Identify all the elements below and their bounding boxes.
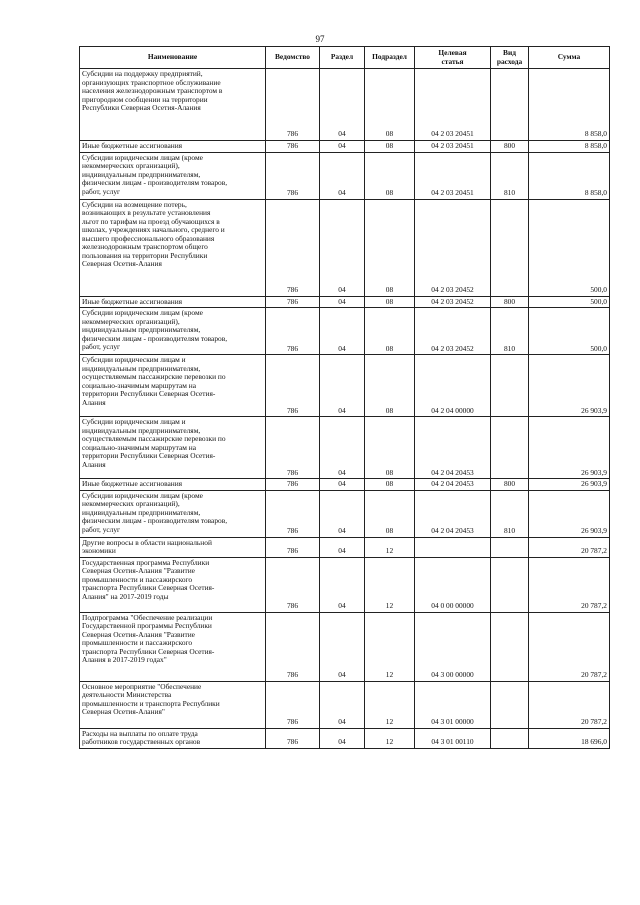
table-cell-name: Субсидии юридическим лицам и индивидуальным предпринимателям, осуществляемым пассажирские перевозки по социально-значимым маршрутам на территории Республики Северная Осетия- Алания [80,355,266,417]
table-cell-podrazdel: 08 [365,355,415,417]
table-cell-summa: 20 787,2 [529,557,610,612]
table-cell-razdel: 04 [320,296,365,308]
table-cell-summa: 20 787,2 [529,612,610,681]
table-cell-razdel: 04 [320,141,365,153]
table-cell-celevaya: 04 2 03 20452 [415,296,491,308]
table-cell-summa: 18 696,0 [529,728,610,748]
table-cell-vid [491,612,529,681]
table-cell-name: Субсидии юридическим лицам (кроме некоммерческих организаций), индивидуальным предпринимателям, физическим лицам - производителям товаров, работ, услуг [80,490,266,537]
table-cell-podrazdel: 12 [365,728,415,748]
table-cell-vedomstvo: 786 [266,490,320,537]
header-vid: Вид расхода [491,47,529,69]
table-cell-razdel: 04 [320,152,365,199]
table-cell-razdel: 04 [320,681,365,728]
table-cell-name: Субсидии юридическим лицам и индивидуальным предпринимателям, осуществляемым пассажирские перевозки по социально-значимым маршрутам на территории Республики Северная Осетия- Алания [80,417,266,479]
table-cell-podrazdel: 12 [365,557,415,612]
table-row [80,490,610,537]
table-cell-podrazdel: 12 [365,537,415,557]
table-cell-name: Иные бюджетные ассигнования [80,141,266,153]
table-cell-podrazdel: 08 [365,490,415,537]
table-cell-vedomstvo: 786 [266,308,320,355]
table-row [80,296,610,308]
table-cell-vedomstvo: 786 [266,417,320,479]
table-cell-vid [491,69,529,141]
budget-table [79,46,610,749]
table-cell-podrazdel: 08 [365,308,415,355]
table-cell-vedomstvo: 786 [266,69,320,141]
table-cell-podrazdel: 08 [365,152,415,199]
table-cell-summa: 26 903,9 [529,490,610,537]
table-cell-summa: 26 903,9 [529,417,610,479]
table-cell-name: Расходы на выплаты по оплате труда работников государственных органов [80,728,266,748]
page-number: 97 [315,34,325,44]
table-row [80,69,610,141]
table-cell-summa: 26 903,9 [529,479,610,491]
table-cell-vedomstvo: 786 [266,728,320,748]
table-cell-celevaya: 04 3 01 00000 [415,681,491,728]
header-vedomstvo: Ведомство [266,47,320,69]
table-cell-summa: 8 858,0 [529,141,610,153]
table-cell-podrazdel: 12 [365,681,415,728]
table-cell-razdel: 04 [320,490,365,537]
table-cell-vedomstvo: 786 [266,612,320,681]
table-cell-summa: 20 787,2 [529,681,610,728]
table-cell-celevaya: 04 2 03 20452 [415,199,491,296]
table-cell-vid: 810 [491,152,529,199]
table-cell-celevaya: 04 2 03 20451 [415,152,491,199]
header-celevaya: Целевая статья [415,47,491,69]
table-header-row [80,47,610,69]
header-razdel: Раздел [320,47,365,69]
table-cell-name: Субсидии на поддержку предприятий, организующих транспортное обслуживание населения железнодорожным транспортом в пригородном сообщении на территории Республики Северная Осетия-Алания [80,69,266,141]
table-cell-razdel: 04 [320,417,365,479]
table-cell-vid: 800 [491,479,529,491]
table-cell-vid [491,199,529,296]
table-cell-vedomstvo: 786 [266,296,320,308]
header-name: Наименование [80,47,266,69]
table-cell-name: Субсидии юридическим лицам (кроме некоммерческих организаций), индивидуальным предпринимателям, физическим лицам - производителям товаров, работ, услуг [80,308,266,355]
table-cell-name: Субсидии юридическим лицам (кроме некоммерческих организаций), индивидуальным предпринимателям, физическим лицам - производителям товаров, работ, услуг [80,152,266,199]
table-cell-celevaya: 04 3 00 00000 [415,612,491,681]
table-cell-summa: 26 903,9 [529,355,610,417]
table-cell-vedomstvo: 786 [266,557,320,612]
table-cell-vedomstvo: 786 [266,152,320,199]
table-cell-summa: 8 858,0 [529,69,610,141]
table-cell-celevaya: 04 3 01 00110 [415,728,491,748]
table-cell-podrazdel: 08 [365,296,415,308]
table-cell-vid [491,681,529,728]
table-cell-vedomstvo: 786 [266,141,320,153]
table-row [80,355,610,417]
table-cell-name: Субсидии на возмещение потерь, возникающих в результате установления льгот по тарифам на проезд обучающихся в школах, учреждениях начального, среднего и высшего профессионального образования железнодорожным транспортом общего пользования на территории Республики Северная Осетия-Алания [80,199,266,296]
table-cell-podrazdel: 08 [365,69,415,141]
table-cell-vid [491,728,529,748]
table-cell-name: Иные бюджетные ассигнования [80,296,266,308]
table-row [80,537,610,557]
table-cell-celevaya: 04 2 04 20453 [415,417,491,479]
table-cell-vid [491,557,529,612]
table-cell-name: Основное мероприятие "Обеспечение деятельности Министерства промышленности и транспорта Республики Северная Осетия-Алания" [80,681,266,728]
table-cell-celevaya: 04 2 04 20453 [415,479,491,491]
table-row [80,141,610,153]
table-row [80,612,610,681]
table-cell-vid [491,537,529,557]
table-cell-razdel: 04 [320,728,365,748]
table-cell-name: Другие вопросы в области национальной экономики [80,537,266,557]
table-cell-name: Подпрограмма "Обеспечение реализации Государственной программы Республики Северная Осетия-Алания "Развитие промышленности и пассажирского транспорта Республики Северная Осетия- Алания в 2017-2019 годах" [80,612,266,681]
table-cell-vid: 810 [491,308,529,355]
table-cell-vid: 800 [491,141,529,153]
table-cell-razdel: 04 [320,69,365,141]
table-cell-podrazdel: 08 [365,417,415,479]
table-cell-razdel: 04 [320,308,365,355]
table-cell-vedomstvo: 786 [266,479,320,491]
table-cell-podrazdel: 08 [365,199,415,296]
table-cell-celevaya: 04 2 03 20452 [415,308,491,355]
table-row [80,417,610,479]
table-cell-celevaya: 04 2 03 20451 [415,141,491,153]
table-cell-podrazdel: 08 [365,141,415,153]
table-cell-vid [491,355,529,417]
table-cell-vedomstvo: 786 [266,681,320,728]
table-cell-razdel: 04 [320,557,365,612]
table-cell-vedomstvo: 786 [266,355,320,417]
table-cell-razdel: 04 [320,479,365,491]
table-cell-name: Иные бюджетные ассигнования [80,479,266,491]
table-cell-summa: 8 858,0 [529,152,610,199]
table-row [80,479,610,491]
table-cell-summa: 500,0 [529,296,610,308]
header-summa: Сумма [529,47,610,69]
table-cell-summa: 20 787,2 [529,537,610,557]
table-cell-razdel: 04 [320,199,365,296]
table-cell-podrazdel: 08 [365,479,415,491]
table-cell-razdel: 04 [320,612,365,681]
table-cell-celevaya [415,537,491,557]
table-cell-podrazdel: 12 [365,612,415,681]
table-cell-summa: 500,0 [529,199,610,296]
table-cell-vedomstvo: 786 [266,199,320,296]
table-row [80,308,610,355]
table-cell-celevaya: 04 2 04 20453 [415,490,491,537]
table-cell-celevaya: 04 2 03 20451 [415,69,491,141]
table-cell-celevaya: 04 2 04 00000 [415,355,491,417]
table-cell-razdel: 04 [320,355,365,417]
table-row [80,728,610,748]
table-cell-razdel: 04 [320,537,365,557]
table-row [80,681,610,728]
table-cell-vid [491,417,529,479]
table-row [80,199,610,296]
table-cell-vedomstvo: 786 [266,537,320,557]
header-podrazdel: Подраздел [365,47,415,69]
table-cell-vid: 800 [491,296,529,308]
table-row [80,152,610,199]
table-cell-vid: 810 [491,490,529,537]
table-cell-name: Государственная программа Республики Северная Осетия-Алания "Развитие промышленности и пассажирского транспорта Республики Северная Осетия- Алания" на 2017-2019 годы [80,557,266,612]
table-row [80,557,610,612]
table-cell-celevaya: 04 0 00 00000 [415,557,491,612]
table-cell-summa: 500,0 [529,308,610,355]
